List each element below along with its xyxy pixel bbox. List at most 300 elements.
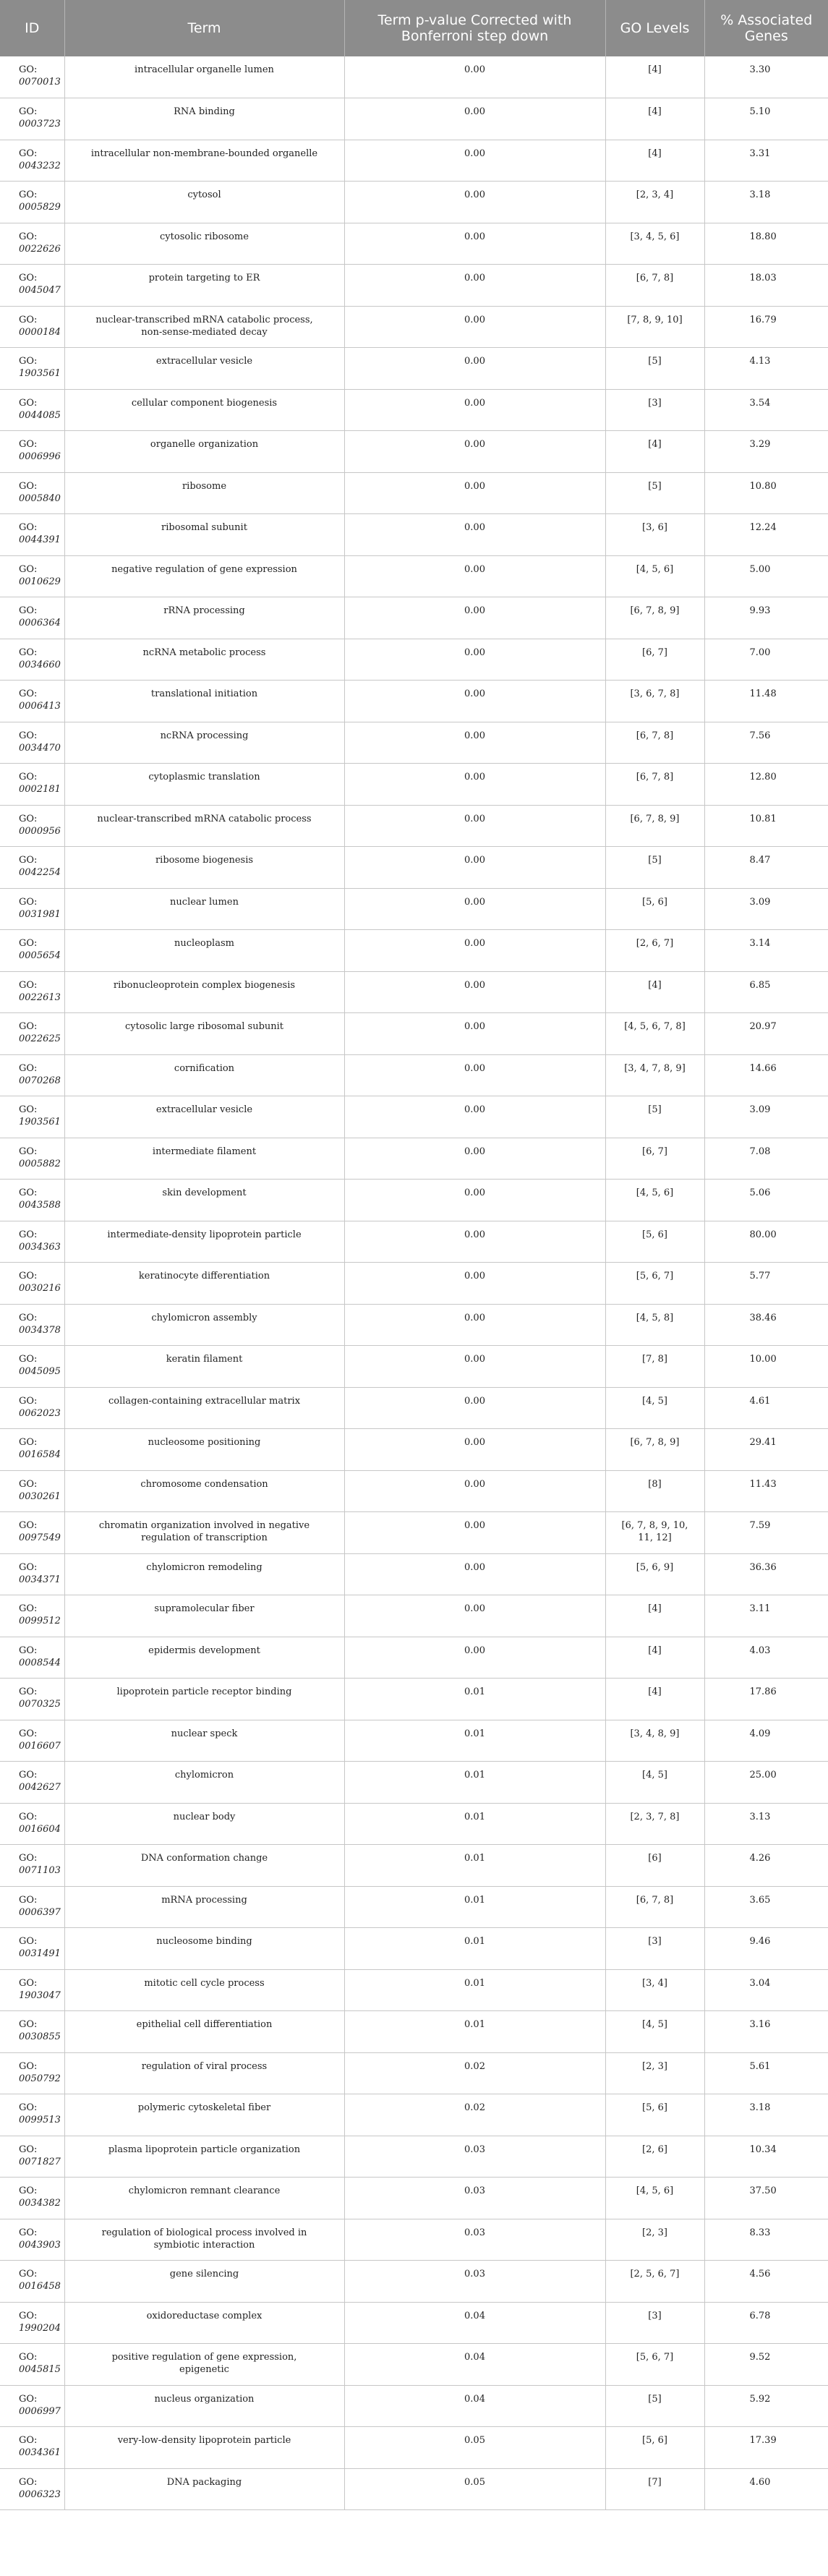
term-cell: ncRNA metabolic process [64,639,344,681]
p-value-cell: 0.00 [344,764,605,806]
table-body [0,56,828,2510]
go-id-prefix: GO: [19,2310,38,2321]
term-cell: chromatin organization involved in negative regulation of transcription [64,1512,344,1554]
go-id-prefix: GO: [19,896,38,908]
go-id-prefix: GO: [19,148,38,159]
associated-genes-cell: 3.16 [704,2011,828,2053]
go-id-cell [0,2094,64,2136]
go-id-cell [0,681,64,722]
table-row [0,389,828,431]
p-value-cell: 0.00 [344,1054,605,1096]
go-id-prefix: GO: [19,1520,38,1531]
table-row [0,1429,828,1471]
table-row [0,2011,828,2053]
go-id-number: 0034371 [19,1574,61,1585]
go-id-prefix: GO: [19,1977,38,1989]
associated-genes-cell: 3.09 [704,888,828,930]
go-id-cell [0,930,64,972]
go-id-cell [0,2427,64,2469]
term-cell: ribosomal subunit [64,514,344,556]
table-row [0,2219,828,2261]
go-id-cell [0,1180,64,1221]
associated-genes-cell: 5.00 [704,555,828,597]
associated-genes-cell: 10.34 [704,2136,828,2178]
go-id-prefix: GO: [19,1603,38,1614]
go-id-number: 0070325 [19,1699,61,1710]
associated-genes-cell: 3.18 [704,182,828,223]
go-levels-cell: [2, 5, 6, 7] [605,2261,704,2303]
table-row [0,1304,828,1346]
go-id-cell [0,223,64,265]
table-row [0,1096,828,1138]
associated-genes-cell: 9.93 [704,597,828,639]
go-id-number: 0034378 [19,1324,61,1336]
go-levels-cell: [4] [605,140,704,182]
go-id-prefix: GO: [19,647,38,658]
p-value-cell: 0.00 [344,930,605,972]
go-id-prefix: GO: [19,2476,38,2488]
p-value-cell: 0.00 [344,1387,605,1429]
term-cell: nucleoplasm [64,930,344,972]
associated-genes-cell: 7.56 [704,722,828,764]
go-id-prefix: GO: [19,2435,38,2446]
go-id-number: 0005882 [19,1158,61,1169]
go-id-prefix: GO: [19,2060,38,2072]
p-value-cell: 0.00 [344,265,605,307]
associated-genes-cell: 8.47 [704,847,828,889]
go-id-number: 0005840 [19,492,61,504]
associated-genes-cell: 3.04 [704,1969,828,2011]
table-row [0,1553,828,1595]
p-value-cell: 0.00 [344,722,605,764]
go-id-number: 0034361 [19,2447,61,2458]
associated-genes-cell: 17.39 [704,2427,828,2469]
go-id-cell [0,1803,64,1845]
go-id-cell [0,764,64,806]
go-id-number: 0005829 [19,202,61,213]
term-cell: positive regulation of gene expression, epigenetic [64,2344,344,2386]
go-id-cell [0,555,64,597]
p-value-cell: 0.00 [344,472,605,514]
term-cell: cornification [64,1054,344,1096]
associated-genes-cell: 3.14 [704,930,828,972]
term-cell: mitotic cell cycle process [64,1969,344,2011]
go-id-cell [0,1054,64,1096]
go-id-cell [0,2011,64,2053]
go-id-number: 0030261 [19,1490,61,1502]
go-id-cell [0,1013,64,1055]
header-id: ID [0,0,64,56]
term-cell: nuclear body [64,1803,344,1845]
go-id-cell [0,1762,64,1804]
associated-genes-cell: 5.10 [704,98,828,140]
term-cell: intermediate filament [64,1138,344,1180]
p-value-cell: 0.00 [344,1512,605,1554]
associated-genes-cell: 3.54 [704,389,828,431]
table-row [0,722,828,764]
go-id-prefix: GO: [19,1478,38,1490]
go-id-prefix: GO: [19,231,38,242]
header-p-value: Term p-value Corrected with Bonferroni step down [344,0,605,56]
go-id-number: 0071827 [19,2156,61,2167]
term-cell: epithelial cell differentiation [64,2011,344,2053]
table-row [0,1720,828,1762]
associated-genes-cell: 4.61 [704,1387,828,1429]
go-id-prefix: GO: [19,979,38,991]
go-id-prefix: GO: [19,688,38,699]
term-cell: mRNA processing [64,1886,344,1928]
go-id-prefix: GO: [19,397,38,409]
go-id-prefix: GO: [19,1936,38,1947]
associated-genes-cell: 6.78 [704,2302,828,2344]
table-row [0,306,828,348]
p-value-cell: 0.01 [344,1928,605,1970]
p-value-cell: 0.03 [344,2136,605,2178]
table-row [0,1013,828,1055]
p-value-cell: 0.00 [344,847,605,889]
p-value-cell: 0.00 [344,389,605,431]
go-levels-cell: [2, 3, 7, 8] [605,1803,704,1845]
term-cell: negative regulation of gene expression [64,555,344,597]
p-value-cell: 0.00 [344,1553,605,1595]
p-value-cell: 0.00 [344,1180,605,1221]
go-levels-cell: [6, 7, 8, 9] [605,597,704,639]
p-value-cell: 0.00 [344,805,605,847]
term-cell: keratin filament [64,1346,344,1388]
term-cell: rRNA processing [64,597,344,639]
table-row [0,98,828,140]
p-value-cell: 0.00 [344,1263,605,1305]
header-associated-genes: % Associated Genes [704,0,828,56]
term-cell: nucleosome positioning [64,1429,344,1471]
go-levels-cell: [3, 6] [605,514,704,556]
go-id-prefix: GO: [19,2393,38,2405]
associated-genes-cell: 5.77 [704,1263,828,1305]
go-levels-cell: [3] [605,389,704,431]
go-id-number: 0043903 [19,2239,61,2251]
go-levels-cell: [6, 7, 8] [605,764,704,806]
p-value-cell: 0.00 [344,1429,605,1471]
go-levels-cell: [5] [605,1096,704,1138]
go-id-cell [0,389,64,431]
p-value-cell: 0.00 [344,888,605,930]
table-row [0,2344,828,2386]
go-levels-cell: [4] [605,98,704,140]
go-id-prefix: GO: [19,314,38,325]
associated-genes-cell: 11.43 [704,1470,828,1512]
associated-genes-cell: 12.80 [704,764,828,806]
go-id-prefix: GO: [19,1686,38,1697]
go-levels-cell: [6, 7, 8, 9] [605,805,704,847]
associated-genes-cell: 5.92 [704,2385,828,2427]
go-levels-cell: [2, 6] [605,2136,704,2178]
go-id-cell [0,1679,64,1720]
go-id-cell [0,1096,64,1138]
go-id-cell [0,472,64,514]
table-row [0,472,828,514]
go-id-number: 0070268 [19,1075,61,1086]
go-levels-cell: [4, 5, 6] [605,2178,704,2219]
table-row [0,2094,828,2136]
p-value-cell: 0.00 [344,431,605,473]
go-levels-cell: [5, 6] [605,1221,704,1263]
go-id-cell [0,1969,64,2011]
associated-genes-cell: 11.48 [704,681,828,722]
term-cell: translational initiation [64,681,344,722]
go-levels-cell: [3] [605,1928,704,1970]
go-id-number: 0031981 [19,908,61,920]
associated-genes-cell: 18.03 [704,265,828,307]
go-levels-cell: [6, 7, 8] [605,1886,704,1928]
p-value-cell: 0.00 [344,1013,605,1055]
go-id-number: 0022625 [19,1033,61,1044]
go-id-prefix: GO: [19,1561,38,1573]
term-cell: extracellular vesicle [64,348,344,390]
go-id-number: 0099512 [19,1616,61,1626]
go-id-number: 0000956 [19,825,61,837]
go-id-prefix: GO: [19,2019,38,2030]
go-id-number: 0006413 [19,701,61,712]
associated-genes-cell: 12.24 [704,514,828,556]
associated-genes-cell: 20.97 [704,1013,828,1055]
go-id-number: 0006996 [19,451,61,462]
go-id-cell [0,1263,64,1305]
term-cell: ribosome biogenesis [64,847,344,889]
associated-genes-cell: 37.50 [704,2178,828,2219]
term-cell: skin development [64,1180,344,1221]
table-row [0,2427,828,2469]
go-id-number: 0030216 [19,1283,61,1294]
go-id-cell [0,1221,64,1263]
p-value-cell: 0.00 [344,1346,605,1388]
table-row [0,2136,828,2178]
go-id-number: 0005654 [19,950,61,961]
p-value-cell: 0.00 [344,1138,605,1180]
table-row [0,971,828,1013]
go-id-number: 0099513 [19,2115,61,2125]
term-cell: protein targeting to ER [64,265,344,307]
go-id-cell [0,2219,64,2261]
table-row [0,597,828,639]
table-row [0,805,828,847]
associated-genes-cell: 25.00 [704,1762,828,1804]
go-id-number: 0042627 [19,1782,61,1793]
go-levels-cell: [7] [605,2468,704,2510]
go-id-number: 0043232 [19,160,61,171]
go-levels-cell: [5, 6, 7] [605,1263,704,1305]
associated-genes-cell: 36.36 [704,1553,828,1595]
go-levels-cell: [4] [605,1679,704,1720]
go-levels-cell: [5] [605,2385,704,2427]
associated-genes-cell: 3.65 [704,1886,828,1928]
table-row [0,681,828,722]
term-cell: supramolecular fiber [64,1595,344,1637]
go-levels-cell: [3] [605,2302,704,2344]
go-id-cell [0,306,64,348]
go-id-prefix: GO: [19,1354,38,1365]
go-id-cell [0,2052,64,2094]
go-levels-cell: [5] [605,472,704,514]
associated-genes-cell: 4.13 [704,348,828,390]
table-row [0,1886,828,1928]
term-cell: extracellular vesicle [64,1096,344,1138]
associated-genes-cell: 10.00 [704,1346,828,1388]
go-id-number: 0016584 [19,1449,61,1460]
go-id-cell [0,1387,64,1429]
go-levels-cell: [6, 7] [605,639,704,681]
table-row [0,1803,828,1845]
go-id-cell [0,1886,64,1928]
go-id-prefix: GO: [19,1395,38,1407]
go-levels-cell: [3, 6, 7, 8] [605,681,704,722]
go-levels-cell: [4, 5] [605,1762,704,1804]
go-id-prefix: GO: [19,1811,38,1822]
go-levels-cell: [6, 7, 8] [605,265,704,307]
associated-genes-cell: 3.09 [704,1096,828,1138]
table-row [0,1595,828,1637]
table-row [0,1470,828,1512]
term-cell: oxidoreductase complex [64,2302,344,2344]
associated-genes-cell: 9.52 [704,2344,828,2386]
go-id-cell [0,597,64,639]
p-value-cell: 0.00 [344,639,605,681]
associated-genes-cell: 3.11 [704,1595,828,1637]
term-cell: intermediate-density lipoprotein particle [64,1221,344,1263]
go-id-cell [0,56,64,98]
go-id-prefix: GO: [19,1770,38,1780]
p-value-cell: 0.00 [344,514,605,556]
associated-genes-cell: 5.06 [704,1180,828,1221]
associated-genes-cell: 16.79 [704,306,828,348]
associated-genes-cell: 7.59 [704,1512,828,1554]
table-row [0,223,828,265]
go-id-number: 0070013 [19,77,61,88]
go-id-number: 0045047 [19,285,61,296]
term-cell: chylomicron remnant clearance [64,2178,344,2219]
term-cell: nuclear-transcribed mRNA catabolic process, non-sense-mediated decay [64,306,344,348]
go-levels-cell: [4, 5, 6, 7, 8] [605,1013,704,1055]
go-id-cell [0,1720,64,1762]
go-levels-cell: [5, 6, 9] [605,1553,704,1595]
p-value-cell: 0.00 [344,182,605,223]
go-levels-cell: [6, 7] [605,1138,704,1180]
go-id-prefix: GO: [19,2269,38,2279]
term-cell: cytosol [64,182,344,223]
go-id-number: 1903561 [19,368,61,379]
go-id-number: 0006323 [19,2488,61,2500]
go-id-prefix: GO: [19,189,38,200]
go-id-cell [0,2468,64,2510]
p-value-cell: 0.00 [344,1221,605,1263]
go-id-cell [0,1637,64,1679]
go-id-prefix: GO: [19,1146,38,1157]
p-value-cell: 0.04 [344,2302,605,2344]
go-id-prefix: GO: [19,1894,38,1906]
go-id-prefix: GO: [19,64,38,75]
term-cell: cytoplasmic translation [64,764,344,806]
p-value-cell: 0.00 [344,1096,605,1138]
go-id-number: 0002181 [19,784,61,795]
table-row [0,1969,828,2011]
go-levels-cell: [3, 4] [605,1969,704,2011]
associated-genes-cell: 7.08 [704,1138,828,1180]
p-value-cell: 0.01 [344,1845,605,1887]
p-value-cell: 0.00 [344,1595,605,1637]
go-levels-cell: [4, 5] [605,2011,704,2053]
p-value-cell: 0.00 [344,306,605,348]
go-id-number: 0008544 [19,1657,61,1668]
p-value-cell: 0.01 [344,1762,605,1804]
table-row [0,1512,828,1554]
go-id-prefix: GO: [19,522,38,533]
go-id-number: 0006997 [19,2405,61,2417]
p-value-cell: 0.01 [344,1803,605,1845]
go-levels-cell: [7, 8] [605,1346,704,1388]
go-id-prefix: GO: [19,273,38,283]
go-id-cell [0,140,64,182]
term-cell: DNA conformation change [64,1845,344,1887]
table-row [0,1845,828,1887]
go-levels-cell: [8] [605,1470,704,1512]
table-row [0,1679,828,1720]
term-cell: nucleosome binding [64,1928,344,1970]
go-levels-cell: [4] [605,56,704,98]
associated-genes-cell: 4.03 [704,1637,828,1679]
go-id-prefix: GO: [19,2352,38,2363]
p-value-cell: 0.04 [344,2344,605,2386]
term-cell: nuclear speck [64,1720,344,1762]
p-value-cell: 0.03 [344,2178,605,2219]
go-id-prefix: GO: [19,2227,38,2238]
go-id-number: 0016458 [19,2281,61,2292]
go-id-cell [0,2302,64,2344]
table-row [0,2052,828,2094]
table-row [0,1637,828,1679]
go-levels-cell: [5, 6, 7] [605,2344,704,2386]
go-id-cell [0,348,64,390]
table-row [0,555,828,597]
table-row [0,265,828,307]
table-row [0,348,828,390]
go-id-prefix: GO: [19,855,38,866]
go-id-number: 0003723 [19,119,61,129]
go-levels-cell: [4] [605,431,704,473]
go-id-number: 0022626 [19,243,61,255]
associated-genes-cell: 10.81 [704,805,828,847]
term-cell: chylomicron [64,1762,344,1804]
associated-genes-cell: 3.13 [704,1803,828,1845]
term-cell: regulation of viral process [64,2052,344,2094]
go-id-cell [0,98,64,140]
go-id-number: 0022613 [19,991,61,1003]
associated-genes-cell: 8.33 [704,2219,828,2261]
table-row [0,1387,828,1429]
go-id-number: 0034660 [19,659,61,670]
go-levels-cell: [2, 3] [605,2052,704,2094]
go-id-number: 1903047 [19,1989,61,2001]
go-levels-cell: [5] [605,847,704,889]
table-row [0,1762,828,1804]
associated-genes-cell: 3.31 [704,140,828,182]
go-id-number: 0006364 [19,618,61,628]
p-value-cell: 0.00 [344,555,605,597]
go-id-number: 0034363 [19,1241,61,1253]
go-id-prefix: GO: [19,480,38,492]
term-cell: DNA packaging [64,2468,344,2510]
p-value-cell: 0.03 [344,2219,605,2261]
term-cell: cellular component biogenesis [64,389,344,431]
p-value-cell: 0.05 [344,2468,605,2510]
